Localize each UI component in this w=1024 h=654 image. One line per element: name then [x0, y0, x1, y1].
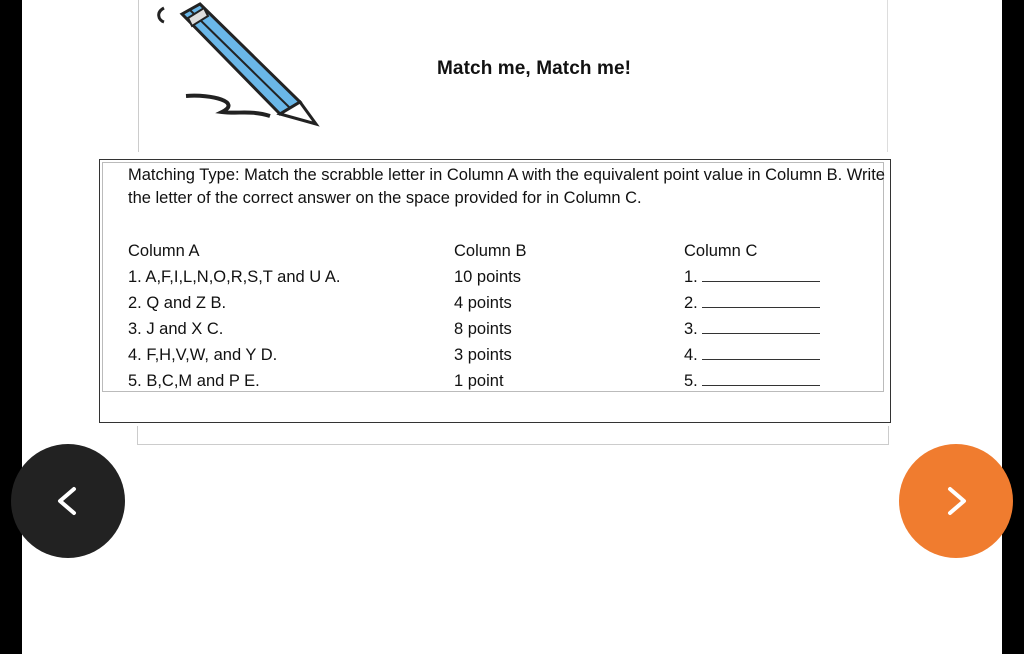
- column-c-number: 5.: [684, 372, 698, 390]
- chevron-right-icon: [936, 481, 976, 521]
- lower-frame: [137, 426, 889, 445]
- column-c: [684, 238, 820, 394]
- column-b-item: 3 points: [454, 346, 512, 364]
- answer-blank: [702, 345, 820, 360]
- column-c-number: 1.: [684, 268, 698, 286]
- column-b-item: 10 points: [454, 268, 521, 286]
- column-b: [454, 238, 526, 394]
- column-a: [128, 238, 340, 394]
- column-c-item: [684, 342, 820, 368]
- column-c-number: 4.: [684, 346, 698, 364]
- worksheet-title: Match me, Match me!: [437, 58, 632, 79]
- column-b-item: 8 points: [454, 320, 512, 338]
- pencil-icon: [152, 2, 332, 132]
- column-b-item: 4 points: [454, 294, 512, 312]
- answer-blank: [702, 293, 820, 308]
- column-c-number: 2.: [684, 294, 698, 312]
- column-a-header: Column A: [128, 242, 200, 260]
- previous-button[interactable]: [11, 444, 125, 558]
- answer-blank: [702, 267, 820, 282]
- column-c-item: [684, 316, 820, 342]
- column-b-item: 1 point: [454, 372, 504, 390]
- worksheet-page: [22, 0, 1002, 654]
- column-a-item: 2. Q and Z B.: [128, 294, 227, 312]
- column-a-item: 5. B,C,M and P E.: [128, 372, 260, 390]
- column-c-item: [684, 264, 820, 290]
- column-c-header: Column C: [684, 242, 758, 260]
- chevron-left-icon: [48, 481, 88, 521]
- column-a-item: 1. A,F,I,L,N,O,R,S,T and U A.: [128, 268, 341, 286]
- column-a-item: 4. F,H,V,W, and Y D.: [128, 346, 278, 364]
- column-c-item: [684, 290, 820, 316]
- column-c-item: [684, 368, 820, 394]
- column-c-number: 3.: [684, 320, 698, 338]
- answer-blank: [702, 371, 820, 386]
- column-a-item: 3. J and X C.: [128, 320, 224, 338]
- instructions-text: Matching Type: Match the scrabble letter in Column A with the equivalent point value in Column B. Write the letter of the correct answer on the space provided for in Column C.: [128, 166, 885, 207]
- next-button[interactable]: [899, 444, 1013, 558]
- answer-blank: [702, 319, 820, 334]
- column-b-header: Column B: [454, 242, 527, 260]
